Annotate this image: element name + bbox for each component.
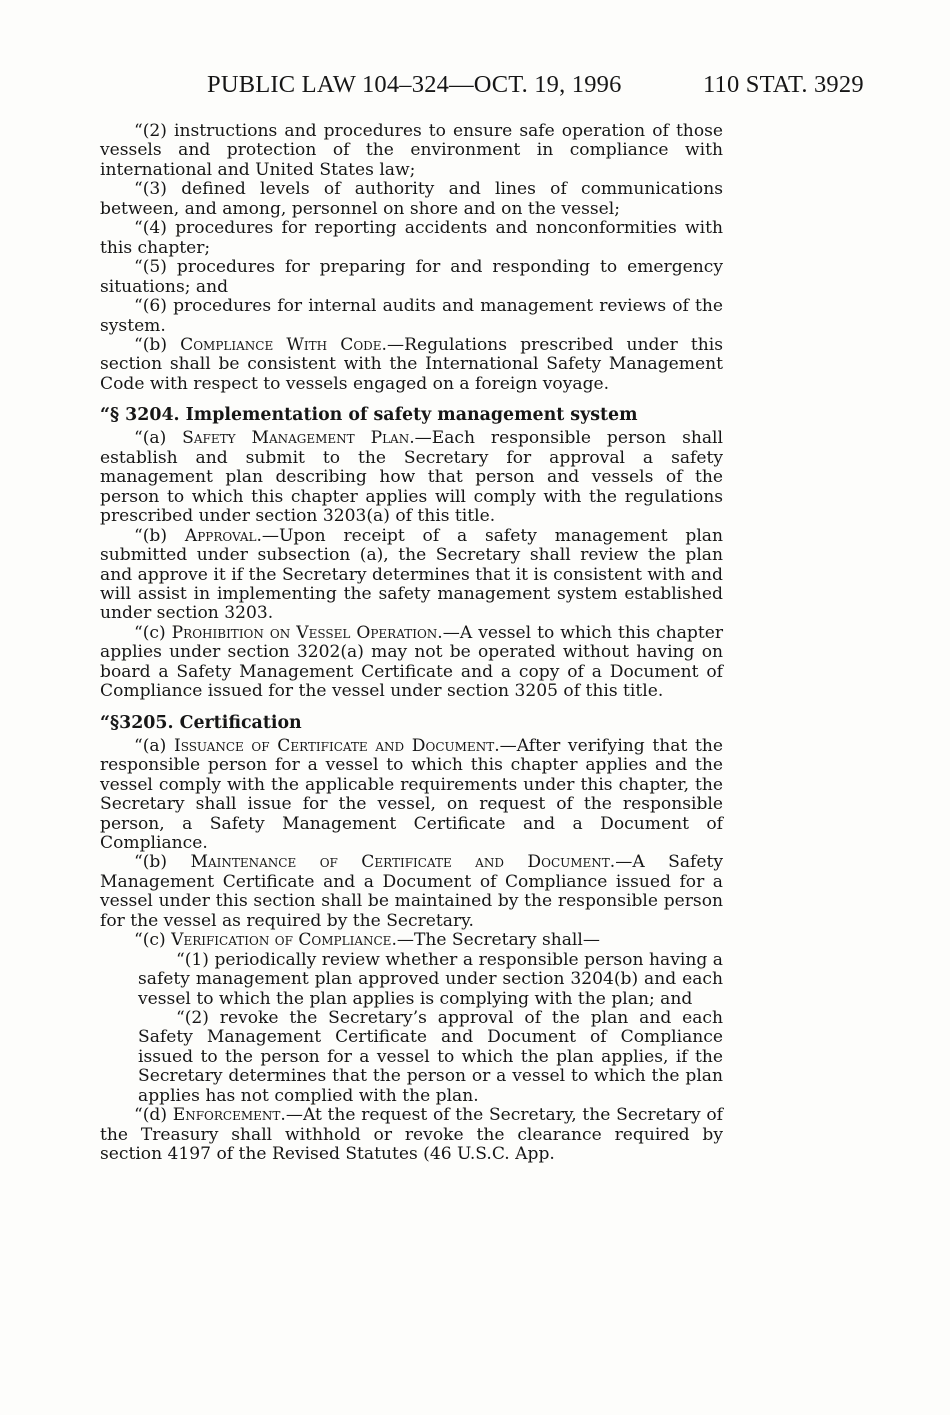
subsection-heading: Enforcement. (172, 1105, 286, 1126)
section-3205-heading: “§3205. Certification (100, 712, 302, 733)
subsection-number: “(c) (134, 930, 172, 951)
subsection-heading: Compliance With Code. (180, 334, 387, 355)
subsection-text: —At the request of the Secretary, the Secretary of the Treasury shall withhold or revoke the clearance required by section 4197 of the Revised Statutes (46 U.S.C. App. (100, 1105, 724, 1165)
subsection-3203b (100, 336, 723, 394)
running-header (0, 71, 950, 105)
subsection-number: “(a) (134, 428, 183, 449)
subsection-number: “(d) (134, 1105, 173, 1126)
paragraph-3205c2: “(2) revoke the Secretary’s approval of the plan and each Safety Management Certificate and Document of Compliance issued to the person for a vessel to which the plan applies, if the Secretary determines that the person or a vessel to which the plan applies has not complied with the plan. (138, 1008, 723, 1106)
item-3: “(3) defined levels of authority and lines of communications between, and among, personnel on shore and on the vessel; (100, 179, 723, 219)
subsection-text: —A vessel to which this chapter applies under section 3202(a) may not be operated without having on board a Safety Management Certificate and a copy of a Document of Compliance issued for the vessel under section 3205 of this title. (100, 622, 723, 702)
subsection-number: “(b) (134, 525, 185, 546)
subsection-3205a (100, 737, 723, 854)
subsection-text: —A Safety Management Certificate and a Document of Compliance issued for a vessel under this section shall be maintained by the responsible person for the vessel as required by the Secretary. (100, 852, 724, 931)
subsection-number: “(c) (134, 622, 172, 643)
subsection-heading: Maintenance of Certificate and Document. (190, 852, 616, 873)
subsection-number: “(a) (134, 735, 174, 756)
subsection-text: —Regulations prescribed under this section shall be consistent with the International Safety Management Code with respect to vessels engaged on a foreign voyage. (100, 334, 724, 394)
subsection-heading: Prohibition on Vessel Operation. (171, 622, 443, 643)
subsection-text: —Each responsible person shall establish and submit to the Secretary for approval a safety management plan describing how that person and vessels of the person to which this chapter applies will comply with the regulations prescribed under section 3203(a) of this title. (100, 428, 723, 527)
item-6: “(6) procedures for internal audits and management reviews of the system. (100, 296, 723, 336)
statute-body (100, 122, 723, 1165)
subsection-heading: Approval. (184, 525, 262, 546)
item-4: “(4) procedures for reporting accidents and nonconformities with this chapter; (100, 218, 723, 258)
subsection-heading: Safety Management Plan. (182, 428, 415, 449)
subsection-heading: Verification of Compliance. (171, 930, 397, 951)
subsection-3205d (100, 1106, 723, 1164)
section-3204-heading: “§ 3204. Implementation of safety management system (100, 405, 638, 426)
subsection-heading: Issuance of Certificate and Document. (173, 735, 500, 756)
public-law-citation: PUBLIC LAW 104–324—OCT. 19, 1996 (207, 71, 622, 98)
subsection-number: “(b) (134, 852, 191, 873)
subsection-text: —After verifying that the responsible person for a vessel to which this chapter applies and the vessel comply with the applicable requirements under this chapter, the Secretary shall issue for the vessel, on request of the responsible person, a Safety Management Certificate and a Document of Compliance. (100, 735, 724, 853)
subsection-text: —The Secretary shall— (396, 930, 600, 951)
subsection-3204a (100, 429, 723, 526)
subsection-3204c (100, 624, 723, 702)
statute-page-number: 110 STAT. 3929 (703, 71, 864, 98)
item-2: “(2) instructions and procedures to ensure safe operation of those vessels and protection of the environment in compliance with international and United States law; (100, 121, 723, 180)
subsection-3204b (100, 527, 723, 624)
subsection-3205c (100, 931, 723, 950)
paragraph-3205c1: “(1) periodically review whether a responsible person having a safety management plan approved under section 3204(b) and each vessel to which the plan applies is complying with the plan; and (138, 949, 723, 1009)
item-5: “(5) procedures for preparing for and responding to emergency situations; and (100, 257, 723, 297)
subsection-3205b (100, 853, 723, 931)
subsection-number: “(b) (134, 334, 181, 355)
subsection-text: —Upon receipt of a safety management plan submitted under subsection (a), the Secretary shall review the plan and approve it if the Secretary determines that it is consistent with and will assist in implementing the safety management system established under section 3203. (100, 525, 723, 624)
